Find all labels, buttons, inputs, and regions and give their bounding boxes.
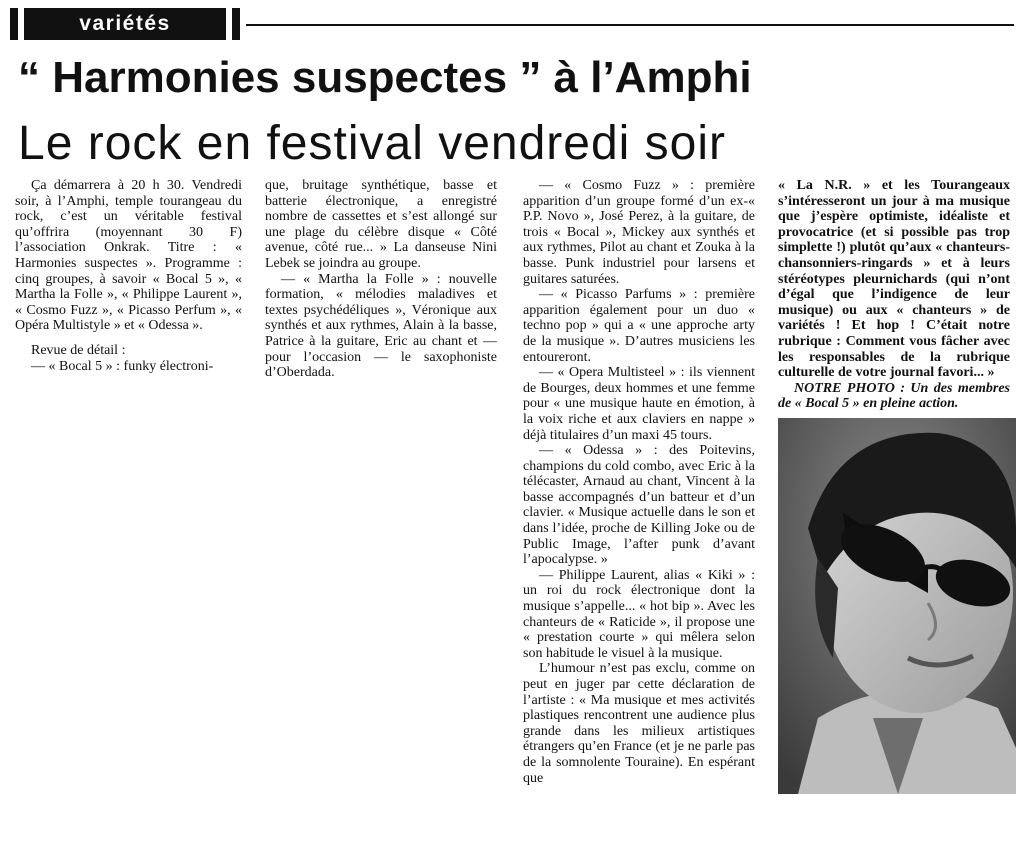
odessa-paragraph: — « Odessa » : des Poitevins, champions du cold combo, avec Eric à la télécaster, Arnaud au chant, Vincent à la basse accompagnés d’un batteur et d’un clavier. « Musique actuelle dans le son et dans l’idée, proche de Killing Joke ou de Public Image, l’after punk d’avant l’apocalypse. » [523, 443, 755, 568]
intro-paragraph: Ça démarrera à 20 h 30. Vendredi soir, à l’Amphi, temple tourangeau du rock, c’est un véritable festival qu’offrira (moyennant 30 F) l’association Onkrak. Titre : « Harmonies suspectes ». Programme : cinq groupes, à savoir « Bocal 5 », « Martha la Folle », « Philippe Laurent », « Cosmo Fuzz », « Picasso Perfum », « Opéra Multistyle » et « Odessa ». [15, 178, 242, 334]
rubric-label: variétés [10, 8, 240, 40]
article-column-1 [15, 178, 242, 374]
quote-end-paragraph: « La N.R. » et les Tourangeaux s’intéresseront un jour à ma musique que j’espère optimiste, idéaliste et provocatrice (et si possible pas trop simplette !) plutôt qu’aux « chanteurs-chansonniers-ringards » et à leurs stéréotypes pleurnichards (qui n’ont d’égal que l’indigence de leur musique) ou aux « chanteurs » de variétés ! Et hop ! C’était notre rubrique : Comment vous fâcher avec les responsables de la rubrique culturelle de votre journal favori... » [778, 178, 1010, 381]
article-column-3 [523, 178, 755, 786]
detail-heading: Revue de détail : [31, 342, 126, 358]
bocal-paragraph-start: — « Bocal 5 » : funky électroni- [31, 358, 214, 374]
subheadline: Le rock en festival vendredi soir [18, 117, 726, 170]
band-member-photo [778, 418, 1016, 794]
opera-paragraph: — « Opera Multisteel » : ils viennent de Bourges, deux hommes et une femme pour « une musique haute en émotion, à la voix riche et aux claviers en nappe » déjà titulaires d’un maxi 45 tours. [523, 365, 755, 443]
headline: “ Harmonies suspectes ” à l’Amphi [18, 53, 752, 102]
cosmo-paragraph: — « Cosmo Fuzz » : première apparition d’un groupe formé d’un ex-« P.P. Novo », José Perez, à la guitare, de trois « Bocal », Mickey aux synthés et aux rythmes, Pilot au chant et Zouka à la basse. Punk industriel pour larsens et guitares saturées. [523, 178, 755, 287]
photo-caption: NOTRE PHOTO : Un des membres de « Bocal 5 » en pleine action. [778, 380, 1010, 412]
article-column-2 [265, 178, 497, 381]
picasso-paragraph: — « Picasso Parfums » : première apparition également pour un duo « techno pop » qui a « une approche arty de la musique ». D’autres musiciens les entoureront. [523, 287, 755, 365]
humour-paragraph: L’humour n’est pas exclu, comme on peut en juger par cette déclaration de l’artiste : « Ma musique et mes activités plastiques rencontrent une audience plus grande dans les milieux artistiques étrangers qu’en France (et je ne parle pas de la somnolente Touraine). En espérant que [523, 661, 755, 786]
rubric-rule [246, 24, 1014, 26]
laurent-paragraph: — Philippe Laurent, alias « Kiki » : un roi du rock électronique dont la musique s’appelle... « hot bip ». Avec les chanteurs de « Raticide », il propose une « prestation courte » qui mêlera selon son habitude le visuel à la musique. [523, 567, 755, 661]
photo-illustration [778, 418, 1016, 794]
article-column-4 [778, 178, 1010, 412]
rubric-bar [10, 8, 1014, 40]
bocal-paragraph-end: que, bruitage synthétique, basse et batterie électronique, a enregistré nombre de cassettes et s’est allongé sur une plage du célèbre disque « Côté avenue, côté rue... » La danseuse Nini Lebek se joindra au groupe. [265, 178, 497, 271]
martha-paragraph: — « Martha la Folle » : nouvelle formation, « mélodies maladives et textes psychédéliques », Véronique aux synthés et aux rythmes, Alain à la basse, Patrice à la guitare, Eric au chant et — pour l’occasion — le saxophoniste d’Oberdada. [265, 271, 497, 381]
